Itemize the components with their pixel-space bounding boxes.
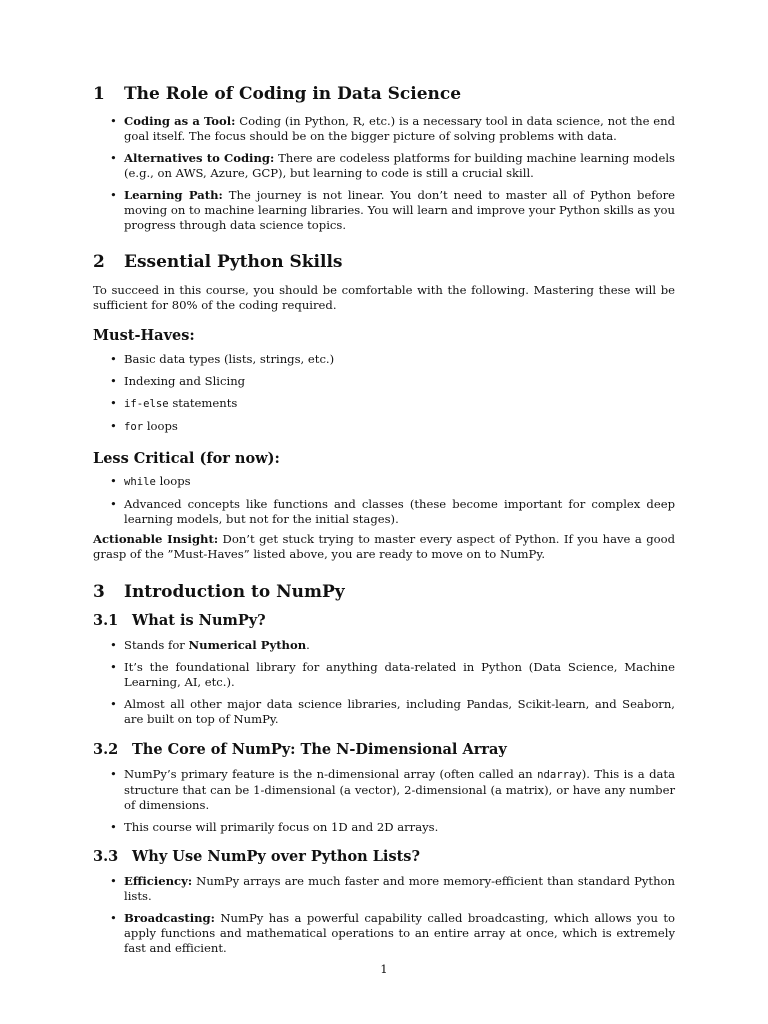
- list-item: • Basic data types (lists, strings, etc.): [93, 352, 675, 367]
- page-number: 1: [380, 962, 388, 976]
- list-item: • Almost all other major data science libraries, including Pandas, Scikit-learn, and Seaborn, are built on top of NumPy.: [93, 697, 675, 727]
- list-item: • Alternatives to Coding: There are codeless platforms for building machine learning models (e.g., on AWS, Azure, GCP), but learning to code is still a crucial skill.: [93, 151, 675, 181]
- list-item: • if-else statements: [93, 396, 675, 412]
- section-number: 2: [93, 252, 105, 272]
- less-critical-list: [93, 474, 675, 534]
- list-item: • NumPy’s primary feature is the n-dimensional array (often called an ndarray). This is a data structure that can be 1-dimensional (a vector), 2-dimensional (a matrix), or have any number of dimensions.: [93, 767, 675, 813]
- section-number: 3: [93, 582, 105, 602]
- section-1-list: [93, 114, 675, 240]
- section-number: 1: [93, 84, 105, 104]
- list-item: • It’s the foundational library for anything data-related in Python (Data Science, Machine Learning, AI, etc.).: [93, 660, 675, 690]
- list-item: • This course will primarily focus on 1D and 2D arrays.: [93, 820, 675, 835]
- list-item: • Learning Path: The journey is not linear. You don’t need to master all of Python before moving on to machine learning libraries. You will learn and improve your Python skills as you progress through data science topics.: [93, 188, 675, 233]
- must-haves-heading: Must-Haves:: [93, 327, 195, 344]
- subsection-3-3-list: [93, 874, 675, 963]
- section-3-heading: [93, 582, 675, 602]
- section-title: The Role of Coding in Data Science: [124, 84, 462, 104]
- list-item: • Advanced concepts like functions and classes (these become important for complex deep learning models, but not for the initial stages).: [93, 497, 675, 527]
- list-item: • Efficiency: NumPy arrays are much faster and more memory-efficient than standard Python lists.: [93, 874, 675, 904]
- list-item: • while loops: [93, 474, 675, 490]
- subsection-3-2-heading: 3.2 The Core of NumPy: The N-Dimensional Array: [93, 741, 507, 758]
- subsection-3-1-list: [93, 638, 675, 734]
- section-2-intro: To succeed in this course, you should be comfortable with the following. Mastering these will be sufficient for 80% of the coding required.: [93, 283, 675, 312]
- section-1-heading: [93, 84, 675, 104]
- list-item: • Stands for Numerical Python.: [93, 638, 675, 653]
- section-title: Introduction to NumPy: [124, 582, 345, 602]
- less-critical-heading: Less Critical (for now):: [93, 450, 280, 467]
- subsection-3-2-list: [93, 767, 675, 842]
- section-2-heading: [93, 252, 675, 272]
- actionable-insight: Actionable Insight: Don’t get stuck trying to master every aspect of Python. If you have a good grasp of the ”Must-Haves” listed above, you are ready to move on to NumPy.: [93, 532, 675, 561]
- insight-lead: Actionable Insight:: [93, 532, 219, 546]
- list-item: • Broadcasting: NumPy has a powerful capability called broadcasting, which allows you to apply functions and mathematical operations to an entire array at once, which is extremely fast and efficient.: [93, 911, 675, 956]
- section-title: Essential Python Skills: [124, 252, 343, 272]
- list-item: • for loops: [93, 419, 675, 435]
- subsection-3-1-heading: 3.1 What is NumPy?: [93, 612, 266, 629]
- list-item: • Coding as a Tool: Coding (in Python, R, etc.) is a necessary tool in data science, not the end goal itself. The focus should be on the bigger picture of solving problems with data.: [93, 114, 675, 144]
- subsection-3-3-heading: 3.3 Why Use NumPy over Python Lists?: [93, 848, 420, 865]
- list-item: • Indexing and Slicing: [93, 374, 675, 389]
- must-haves-list: [93, 352, 675, 442]
